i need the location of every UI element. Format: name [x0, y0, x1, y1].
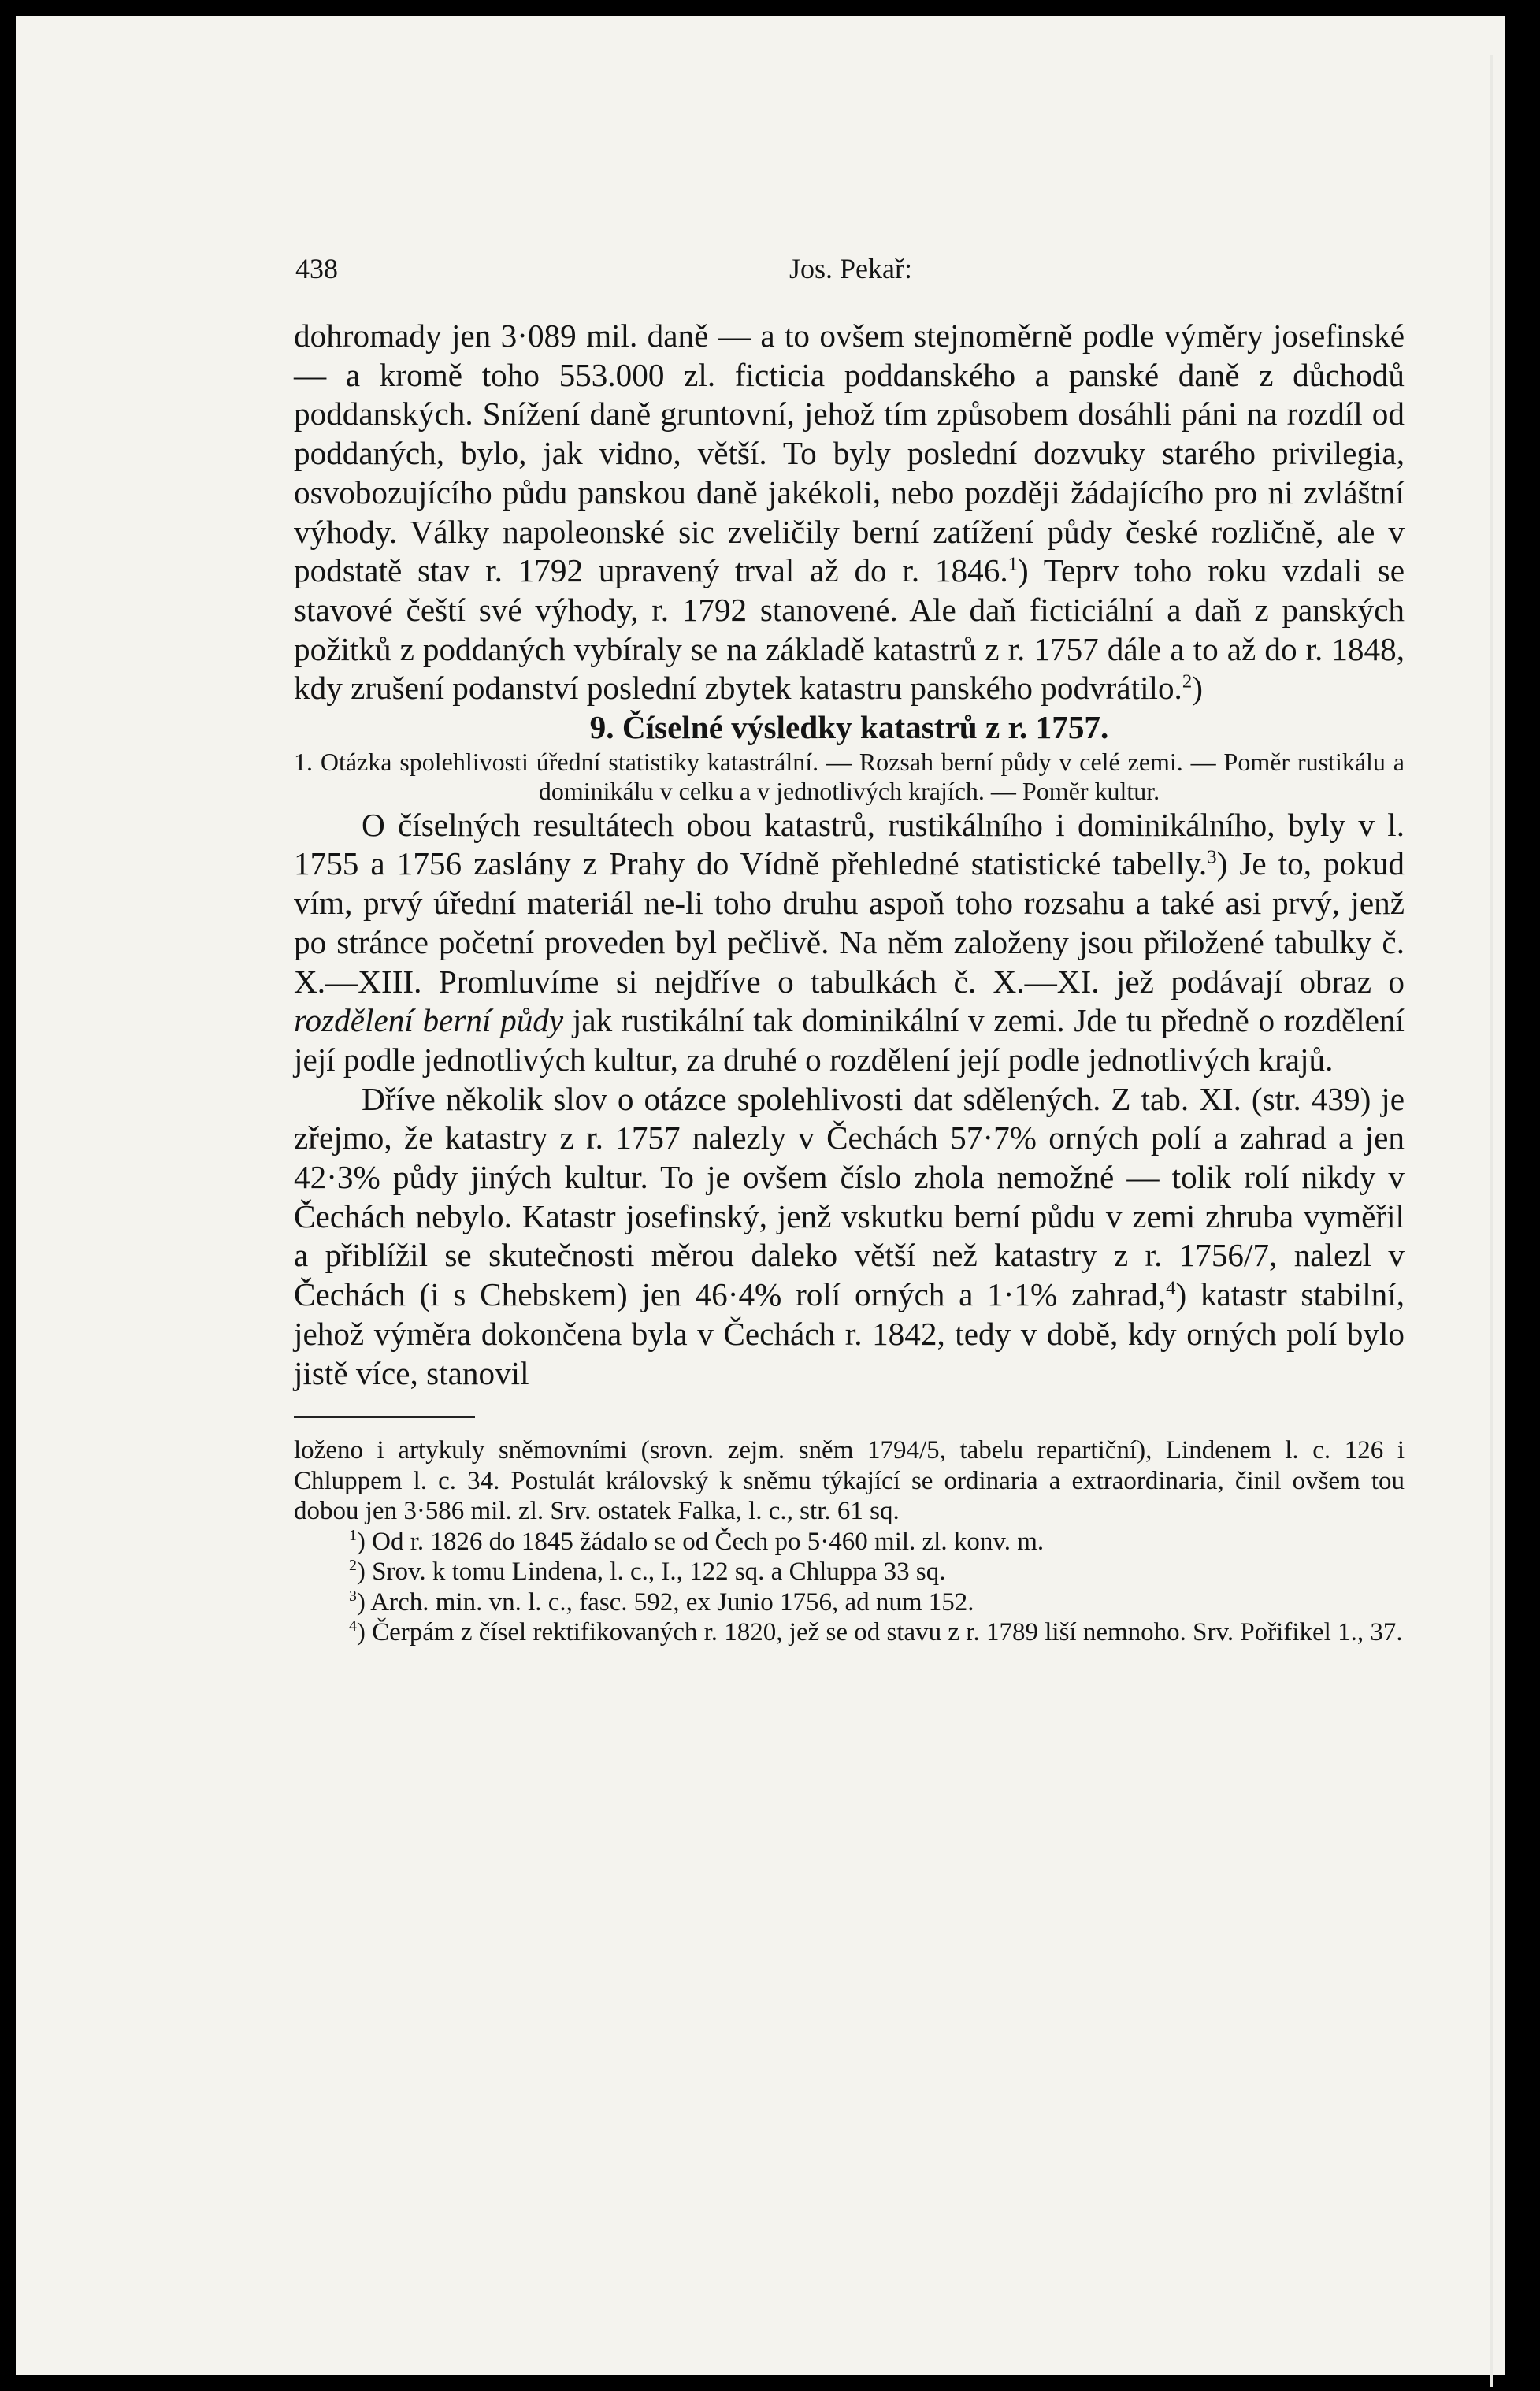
paragraph-2: [294, 806, 1405, 1080]
running-head: Jos. Pekař:: [789, 253, 912, 284]
page-number: 438: [295, 253, 338, 284]
footnote-2: [294, 1557, 1405, 1587]
page-header: [295, 252, 1406, 291]
footnote-text: ) Srov. k tomu Lindena, l. c., I., 122 sq. a Chluppa 33 sq.: [356, 1557, 946, 1587]
footnote-text: ) Arch. min. vn. l. c., fasc. 592, ex Junio 1756, ad num 152.: [356, 1587, 974, 1617]
paragraph-3-part-a: Dříve několik slov o otázce spolehlivosti dat sdělených. Z tab. XI. (str. 439) je zřejmo, že katastry z r. 1757 nalezly v Čechách 57·7% orných polí a zahrad a jen 42·3% půdy jiných kultur. To je ovšem číslo zhola nemožné — tolik rolí nikdy v Čechách nebylo. Katastr josefinský, jenž vskutku berní půdu v zemi zhruba vyměřil a přiblížil se skutečnosti měrou daleko větší než katastry z r. 1756/7, nalezl v Čechách (i s Chebskem) jen 46·4% rolí orných a 1·1% zahrad,: [294, 1080, 1405, 1313]
paragraph-2-part-a: O číselných resultátech obou katastrů, rustikálního i dominikálního, byly v l. 1755 a 1756 zaslány z Prahy do Vídně přehledné statistické tabelly.: [294, 806, 1405, 882]
paragraph-1-part-a: dohromady jen 3·089 mil. daně — a to ovšem stejnoměrně podle výměry josefinské — a kromě toho 553.000 zl. ficticia poddanského a panské daně z důchodů poddanských. Snížení daně gruntovní, jehož tím způsobem dosáhli páni na rozdíl od poddaných, bylo, jak vidno, větší. To byly poslední dozvuky starého privilegia, osvobozujícího půdu panskou daně jakékoli, nebo později žádajícího pro ni zvláštní výhody. Války napoleonské sic zveličily berní zatížení půdy české rozličně, ale v podstatě stav r. 1792 upravený trval až do r. 1846.: [294, 317, 1405, 589]
paragraph-2-part-c: jak rustikální tak dominikální v zemi. Jde tu předně o rozdělení její podle jednotlivých kultur, za druhé o rozdělení její podle jednotlivých krajů.: [294, 1002, 1405, 1078]
footnote-mark: 4: [349, 1617, 357, 1635]
footnote-divider: [294, 1416, 475, 1418]
paragraph-3: [294, 1080, 1405, 1394]
footnote-ref-2: 2: [1182, 670, 1193, 692]
footnote-continuation: loženo i artykuly sněmovními (srovn. zejm. sněm 1794/5, tabelu repartiční), Lindenem l. c. 126 i Chluppem l. c. 34. Postulát královský k sněmu týkající se ordinaria a extraordinaria, činil ovšem tou dobou jen 3·586 mil. zl. Srv. ostatek Falka, l. c., str. 61 sq.: [294, 1436, 1405, 1526]
paragraph-2-part-b: ) Je to, pokud vím, prvý úřední materiál ne-li toho druhu aspoň toho rozsahu a také asi prvý, jenž po stránce početní proveden byl pečlivě. Na něm založeny jsou přiložené tabulky č. X.—XIII. Promluvíme si nejdříve o tabulkách č. X.—XI. jež podávají obraz o: [294, 845, 1405, 1000]
footnote-mark: 2: [349, 1557, 357, 1575]
footnote-text: ) Čerpám z čísel rektifikovaných r. 1820, jež se od stavu z r. 1789 liší nemnoho. Srv. Pořifikel 1., 37.: [356, 1618, 1403, 1647]
paragraph-1-part-b: ) Teprv toho roku vzdali se stavové čeští své výhody, r. 1792 stanovené. Ale daň ficticiální a daň z panských požitků z poddaných vybíraly se na základě katastrů z r. 1757 dále a to až do r. 1848, kdy zrušení podanství poslední zbytek katastru panského podvrátilo.: [294, 552, 1405, 707]
paragraph-1-part-c: ): [1192, 670, 1203, 707]
footnote-ref-4: 4: [1166, 1277, 1176, 1299]
paragraph-2-italic: rozdělení berní půdy: [294, 1002, 564, 1039]
footnote-ref-3: 3: [1207, 846, 1217, 868]
section-heading: 9. Číselné výsledky katastrů z r. 1757.: [589, 709, 1109, 746]
footnotes: [294, 1435, 1405, 1648]
footnote-3: [294, 1587, 1405, 1618]
paragraph-3-part-b: ) katastr stabilní, jehož výměra dokončena byla v Čechách r. 1842, tedy v době, kdy orných polí bylo jistě více, stanovil: [294, 1276, 1405, 1391]
section-summary: 1. Otázka spolehlivosti úřední statistiky katastrální. — Rozsah berní půdy v celé zemi. — Poměr rustikálu a dominikálu v celku a v jednotlivých krajích. — Poměr kultur.: [294, 747, 1405, 805]
main-text: [294, 317, 1405, 1648]
footnote-4: [294, 1617, 1405, 1648]
footnote-mark: 1: [349, 1526, 357, 1544]
footnote-ref-1: 1: [1007, 553, 1018, 575]
paragraph-1: [294, 317, 1405, 708]
page-edge-bar: [1490, 55, 1493, 2387]
book-page: [16, 16, 1505, 2375]
footnote-mark: 3: [349, 1587, 357, 1605]
footnote-text: ) Od r. 1826 do 1845 žádalo se od Čech po 5·460 mil. zl. konv. m.: [356, 1527, 1045, 1556]
footnote-1: [294, 1527, 1405, 1557]
